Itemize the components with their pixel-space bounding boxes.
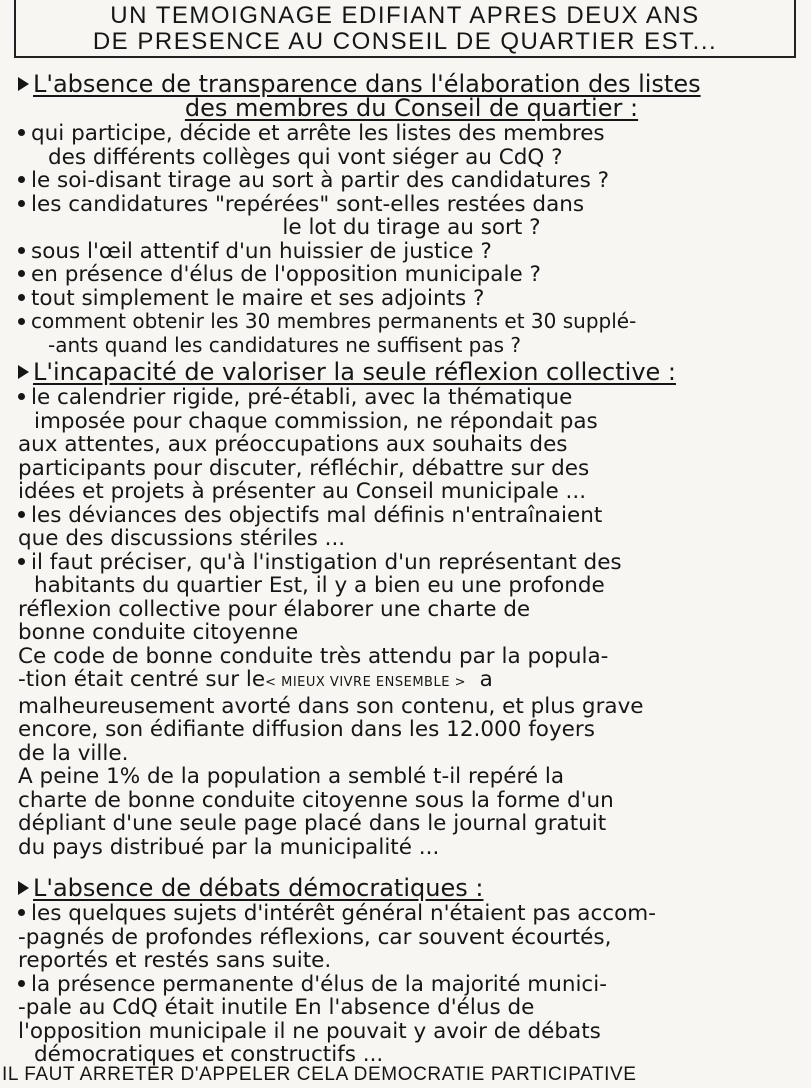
- bullet-dot-icon: [18, 980, 25, 987]
- section-heading: L'absence de débats démocratiques :: [33, 874, 484, 902]
- list-item-cont: aux attentes, aux préoccupations aux souhaits des: [18, 432, 568, 457]
- paragraph-line: dépliant d'une seule page placé dans le journal gratuit: [18, 811, 607, 836]
- list-item: [18, 169, 805, 193]
- bullet-dot-icon: [18, 318, 25, 325]
- arrow-bullet-icon: [18, 77, 29, 91]
- section-debats: [18, 874, 805, 1067]
- list-item-cont: des différents collèges qui vont siéger au CdQ ?: [48, 144, 563, 170]
- bullet-dot-icon: [18, 129, 25, 136]
- line-text: la présence permanente d'élus de la majorité munici-: [31, 971, 607, 997]
- bullet-dot-icon: [18, 270, 25, 277]
- list-item: [18, 122, 805, 146]
- bullet-dot-icon: [18, 393, 25, 400]
- arrow-bullet-icon: [18, 365, 29, 379]
- list-item-cont: réflexion collective pour élaborer une charte de: [18, 596, 531, 622]
- section-heading: L'incapacité de valoriser la seule réflexion collective :: [33, 358, 676, 386]
- paragraph-line: [18, 668, 805, 695]
- bullet-dot-icon: [18, 909, 25, 916]
- paragraph-line: du pays distribué par la municipalité ...: [18, 834, 440, 860]
- title-line-1: UN TEMOIGNAGE EDIFIANT APRES DEUX ANS: [110, 2, 700, 29]
- line-text: le calendrier rigide, pré-établi, avec la thématique: [31, 385, 573, 410]
- list-item: [18, 263, 805, 287]
- paragraph-line: malheureusement avorté dans son contenu, et plus grave: [18, 693, 644, 719]
- line-text: il faut préciser, qu'à l'instigation d'un représentant des: [31, 549, 622, 575]
- line-text: -tion était centré sur le: [18, 667, 266, 692]
- paragraph-line: de la ville.: [18, 740, 129, 766]
- paragraph-line: Ce code de bonne conduite très attendu par la popula-: [18, 643, 609, 669]
- closing-statement: IL FAUT ARRETER D'APPELER CELA DEMOCRATIE PARTICIPATIVE: [2, 1064, 637, 1085]
- list-item: [18, 504, 805, 528]
- section-heading-continuation: des membres du Conseil de quartier :: [184, 94, 639, 122]
- list-item: [18, 193, 805, 217]
- line-text: les candidatures "repérées" sont-elles restées dans: [31, 191, 585, 217]
- bullet-dot-icon: [18, 294, 25, 301]
- line-text: en présence d'élus de l'opposition municipale ?: [31, 262, 541, 287]
- paragraph-line: encore, son édifiante diffusion dans les 12.000 foyers: [18, 717, 595, 742]
- list-item-cont: le lot du tirage au sort ?: [282, 215, 541, 240]
- bullet-dot-icon: [18, 511, 25, 518]
- list-item: [18, 310, 805, 334]
- bullet-dot-icon: [18, 200, 25, 207]
- bullet-dot-icon: [18, 247, 25, 254]
- list-item: [18, 902, 805, 926]
- line-text: les quelques sujets d'intérêt général n'étaient pas accom-: [31, 901, 656, 926]
- line-text: sous l'œil attentif d'un huissier de justice ?: [31, 238, 492, 264]
- list-item-cont: imposée pour chaque commission, ne répondait pas: [34, 408, 598, 434]
- section-transparence: [18, 70, 805, 357]
- list-item: [18, 240, 805, 264]
- section-heading-row: [18, 358, 805, 386]
- list-item-cont: -ants quand les candidatures ne suffisent pas ?: [48, 332, 521, 357]
- list-item: [18, 287, 805, 311]
- list-item-cont: idées et projets à présenter au Conseil municipale ...: [18, 479, 587, 504]
- paragraph-line: charte de bonne conduite citoyenne sous la forme d'un: [18, 787, 614, 813]
- list-item-cont: bonne conduite citoyenne: [18, 620, 299, 645]
- list-item-cont: participants pour discuter, réfléchir, débattre sur des: [18, 455, 590, 481]
- line-text: les déviances des objectifs mal définis n'entraînaient: [31, 502, 603, 528]
- section-reflexion: [18, 358, 805, 859]
- title-box: [14, 0, 796, 58]
- line-text: qui participe, décide et arrête les listes des membres: [31, 121, 605, 146]
- list-item-cont: habitants du quartier Est, il y a bien eu une profonde: [34, 573, 605, 598]
- line-text: comment obtenir les 30 membres permanents et 30 supplé-: [31, 309, 637, 333]
- section-heading: L'absence de transparence dans l'élaboration des listes: [33, 70, 701, 98]
- list-item-cont: que des discussions stériles ...: [18, 526, 346, 551]
- list-item-cont: -pale au CdQ était inutile En l'absence d'élus de: [18, 995, 535, 1020]
- section-heading-row: [18, 874, 805, 902]
- quoted-slogan: < MIEUX VIVRE ENSEMBLE >: [265, 675, 466, 690]
- list-item: [18, 551, 805, 575]
- arrow-bullet-icon: [18, 881, 29, 895]
- title-line-2: DE PRESENCE AU CONSEIL DE QUARTIER EST...: [92, 28, 718, 55]
- bullet-dot-icon: [18, 176, 25, 183]
- list-item-cont: démocratiques et constructifs ...: [34, 1042, 384, 1067]
- list-item: [18, 973, 805, 997]
- list-item-cont: -pagnés de profondes réflexions, car souvent écourtés,: [18, 924, 612, 950]
- list-item-cont: l'opposition municipale il ne pouvait y avoir de débats: [18, 1018, 601, 1044]
- list-item: [18, 386, 805, 410]
- bullet-dot-icon: [18, 558, 25, 565]
- list-item-cont: reportés et restés sans suite.: [18, 948, 332, 973]
- line-text: tout simplement le maire et ses adjoints ?: [31, 285, 485, 311]
- paragraph-line: A peine 1% de la population a semblé t-il repéré la: [18, 764, 565, 789]
- section-heading-cont: [18, 96, 805, 120]
- line-text: le soi-disant tirage au sort à partir des candidatures ?: [31, 168, 610, 193]
- line-text: a: [479, 667, 493, 692]
